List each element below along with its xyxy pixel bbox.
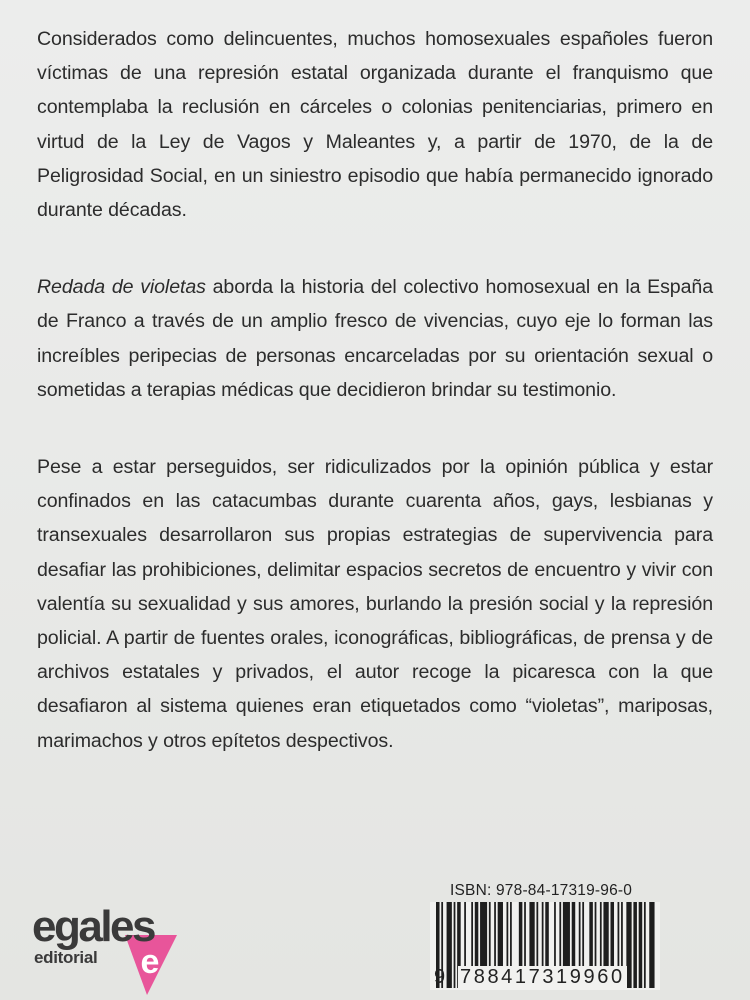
logo-mark-letter: e xyxy=(140,943,160,981)
logo-subtitle: editorial xyxy=(34,948,98,967)
paragraph-text: Considerados como delincuentes, muchos homosexuales españoles fueron víctimas de una represión estatal organizada durante el franquismo que contemplaba la reclusión en cárceles o colonias penitenciarias, primero en virtud de la Ley de Vagos y Maleantes y, a partir de 1970, de la de Peligrosidad Social, en un siniestro episodio que había permanecido ignorado durante décadas. xyxy=(37,28,713,222)
barcode-bar xyxy=(639,902,643,988)
synopsis-paragraph-1 xyxy=(37,22,713,227)
synopsis-text xyxy=(37,22,713,801)
barcode-bar xyxy=(644,902,646,988)
synopsis-paragraph-2 xyxy=(37,270,713,407)
book-title-italic: Redada de violetas xyxy=(37,276,206,299)
paragraph-text: aborda la historia del colectivo homosexual en la España de Franco a través de un amplio fresco de vivencias, cuyo eje lo forman las increíbles peripecias de personas encarceladas por su orientación sexual o sometidas a terapias médicas que decidieron brindar su testimonio. xyxy=(37,276,714,401)
synopsis-paragraph-3 xyxy=(37,450,713,758)
paragraph-text: Pese a estar perseguidos, ser ridiculizados por la opinión pública y estar confinados en las catacumbas durante cuarenta años, gays, lesbianas y transexuales desarrollaron sus propias estrategias de supervivencia para desafiar las prohibiciones, delimitar espacios secretos de encuentro y vivir con valentía su sexualidad y sus amores, burlando la presión social y la represión policial. A partir de fuentes orales, iconográficas, bibliográficas, de prensa y de archivos estatales y privados, el autor recoge la picaresca con la que desafiaron al sistema quienes eran etiquetados como “violetas”, mariposas, marimachos y otros epítetos despectivos. xyxy=(37,456,713,752)
barcode-bar xyxy=(454,902,456,988)
logo-wordmark: egales xyxy=(32,902,154,951)
isbn-label: ISBN: 978-84-17319-96-0 xyxy=(450,882,633,899)
publisher-logo xyxy=(30,902,180,997)
barcode-first-digit: 9 xyxy=(434,966,448,988)
barcode-digit-string: 788417319960 xyxy=(460,966,625,988)
barcode-bar xyxy=(626,902,631,988)
barcode-bar xyxy=(633,902,637,988)
barcode-bar xyxy=(649,902,654,988)
